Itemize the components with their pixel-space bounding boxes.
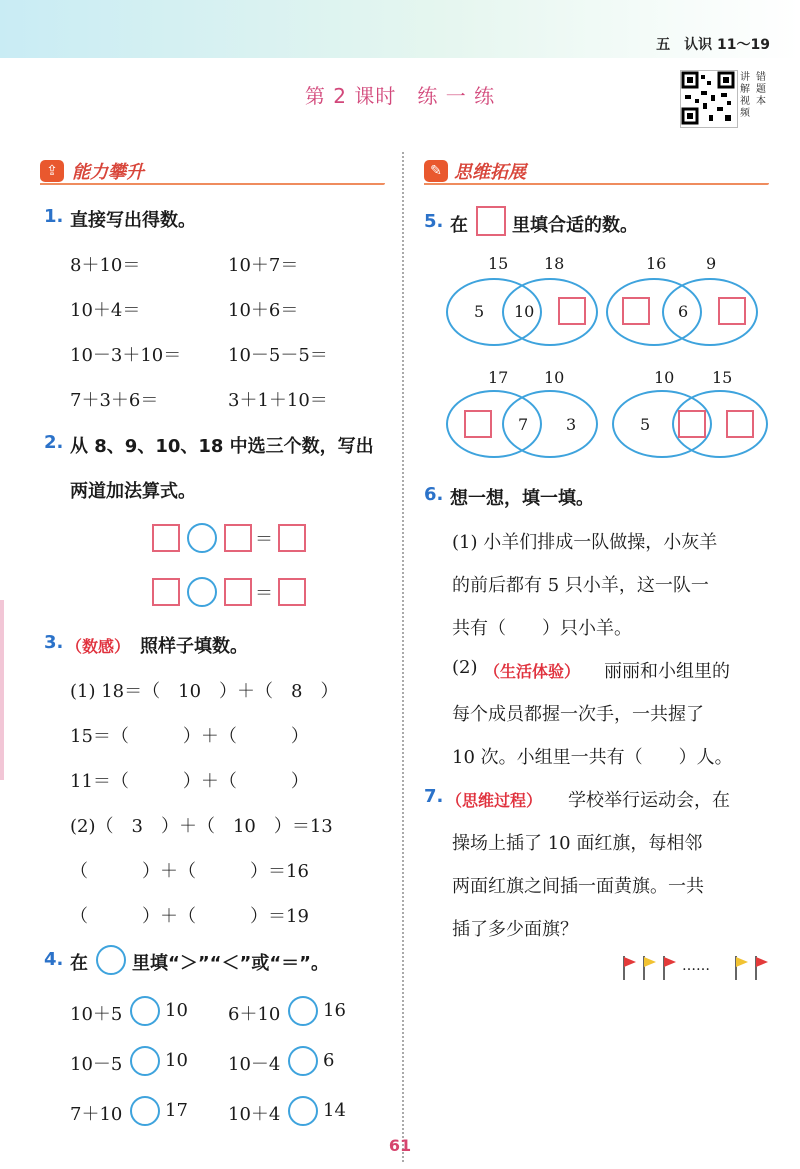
q5-post: 里填合适的数。: [512, 215, 638, 236]
q1-item: 3＋1＋10＝: [228, 390, 328, 411]
answer-box[interactable]: [678, 410, 706, 438]
q1-item: 10＋6＝: [228, 300, 299, 321]
answer-box[interactable]: [726, 410, 754, 438]
venn-value: 10: [514, 302, 535, 321]
q1-item: 10＋7＝: [228, 255, 299, 276]
qr-code-icon[interactable]: [680, 70, 738, 128]
compare-right: 17: [165, 1100, 188, 1121]
venn-value: 5: [474, 302, 485, 321]
answer-box[interactable]: [718, 297, 746, 325]
section-title-left: 能力攀升: [72, 162, 144, 183]
q1-item: 10－3＋10＝: [70, 345, 182, 366]
q1-title: 直接写出得数。: [70, 210, 196, 231]
q2-line2: 两道加法算式。: [70, 481, 196, 502]
answer-box[interactable]: [152, 578, 180, 606]
red-flag-icon: [754, 955, 770, 981]
venn-top-right: 15: [712, 368, 733, 387]
q3-title: 照样子填数。: [140, 636, 248, 657]
red-flag-icon: [662, 955, 678, 981]
venn-top-right: 10: [544, 368, 565, 387]
equals-sign: ＝: [255, 529, 273, 550]
answer-box[interactable]: [278, 524, 306, 552]
q3-row: （ ）＋（ ）＝19: [70, 906, 309, 927]
section-title-right: 思维拓展: [454, 162, 526, 183]
venn-value: 3: [566, 415, 577, 434]
q6-p2-line: 每个成员都握一次手，一共握了: [452, 704, 704, 725]
q7-line: 操场上插了 10 面红旗，每相邻: [452, 833, 703, 854]
compare-left: 10－4: [228, 1054, 281, 1075]
q7-number: 7.: [424, 786, 444, 807]
section-line-right: [424, 183, 769, 185]
q3-tag: （数感）: [66, 637, 131, 656]
q5-pre: 在: [450, 215, 468, 236]
q4-pre: 在: [70, 953, 88, 974]
venn-ellipse: [502, 390, 598, 458]
red-flag-icon: [622, 955, 638, 981]
venn-value: 6: [678, 302, 689, 321]
compare-left: 6＋10: [228, 1004, 281, 1025]
q4-post: 里填“＞”“＜”或“＝”。: [132, 953, 329, 974]
q6-p2-prefix: (2): [452, 657, 478, 678]
compare-left: 10＋4: [228, 1104, 281, 1125]
compare-right: 10: [165, 1000, 188, 1021]
venn-top-left: 10: [654, 368, 675, 387]
q3-number: 3.: [44, 632, 64, 653]
column-divider: [402, 152, 404, 1162]
compare-circle[interactable]: [288, 1046, 318, 1076]
page-edge-mark: [0, 600, 4, 780]
answer-circle[interactable]: [187, 577, 217, 607]
yellow-flag-icon: [734, 955, 750, 981]
compare-right: 6: [323, 1050, 335, 1071]
q7-first: 学校举行运动会，在: [568, 790, 730, 811]
unit-title: 五 认识 11～19: [656, 37, 770, 53]
venn-top-left: 15: [488, 254, 509, 273]
q3-row: (1) 18＝（ 10 ）＋（ 8 ）: [70, 681, 339, 702]
q6-p2-tag: （生活体验）: [484, 662, 581, 681]
q1-item: 10＋4＝: [70, 300, 141, 321]
answer-box[interactable]: [224, 524, 252, 552]
answer-box[interactable]: [558, 297, 586, 325]
answer-box[interactable]: [224, 578, 252, 606]
venn-top-right: 9: [706, 254, 717, 273]
q7-line: 插了多少面旗？: [452, 919, 578, 940]
compare-circle[interactable]: [288, 1096, 318, 1126]
q6-p2-line: 10 次。小组里一共有（ ）人。: [452, 747, 733, 768]
q1-item: 8＋10＝: [70, 255, 141, 276]
yellow-flag-icon: [642, 955, 658, 981]
q3-row: (2)（ 3 ）＋（ 10 ）＝13: [70, 816, 333, 837]
page-number: 61: [388, 1136, 412, 1155]
compare-left: 7＋10: [70, 1104, 123, 1125]
compare-circle[interactable]: [130, 1096, 160, 1126]
q5-number: 5.: [424, 211, 444, 232]
q3-row: 15＝（ ）＋（ ）: [70, 726, 309, 747]
answer-box[interactable]: [152, 524, 180, 552]
section-line-left: [40, 183, 385, 185]
compare-left: 10－5: [70, 1054, 123, 1075]
q3-row: 11＝（ ）＋（ ）: [70, 771, 309, 792]
sample-box: [476, 206, 506, 236]
flag-ellipsis: ……: [682, 958, 710, 974]
venn-value: 5: [640, 415, 651, 434]
q2-number: 2.: [44, 432, 64, 453]
qr-label-video: 讲解视频: [740, 72, 750, 119]
answer-circle[interactable]: [187, 523, 217, 553]
compare-circle[interactable]: [130, 1046, 160, 1076]
venn-top-right: 18: [544, 254, 565, 273]
sample-circle: [96, 945, 126, 975]
compare-right: 14: [323, 1100, 346, 1121]
q7-line: 两面红旗之间插一面黄旗。一共: [452, 876, 704, 897]
q1-item: 10－5－5＝: [228, 345, 328, 366]
q6-p1-line: (1) 小羊们排成一队做操，小灰羊: [452, 532, 718, 553]
compare-circle[interactable]: [130, 996, 160, 1026]
compare-right: 10: [165, 1050, 188, 1071]
answer-box[interactable]: [464, 410, 492, 438]
q1-number: 1.: [44, 206, 64, 227]
thinking-icon: ✎: [424, 160, 448, 182]
ability-icon: ⇪: [40, 160, 64, 182]
q6-p1-line: 的前后都有 5 只小羊，这一队一: [452, 575, 709, 596]
compare-circle[interactable]: [288, 996, 318, 1026]
q6-number: 6.: [424, 484, 444, 505]
answer-box[interactable]: [622, 297, 650, 325]
q3-row: （ ）＋（ ）＝16: [70, 861, 309, 882]
qr-label-errors: 错题本: [756, 72, 766, 107]
equals-sign: ＝: [255, 583, 273, 604]
q7-tag: （思维过程）: [446, 791, 543, 810]
q2-line1: 从 8、9、10、18 中选三个数，写出: [70, 436, 374, 457]
q4-number: 4.: [44, 949, 64, 970]
venn-value: 7: [518, 415, 529, 434]
q6-p2-first: 丽丽和小组里的: [604, 661, 730, 682]
venn-top-left: 17: [488, 368, 509, 387]
answer-box[interactable]: [278, 578, 306, 606]
venn-top-left: 16: [646, 254, 667, 273]
q1-item: 7＋3＋6＝: [70, 390, 159, 411]
q6-title: 想一想，填一填。: [450, 488, 594, 509]
lesson-title: 第 2 课时 练 一 练: [304, 84, 496, 108]
q6-p1-line: 共有（ ）只小羊。: [452, 618, 632, 639]
compare-right: 16: [323, 1000, 346, 1021]
compare-left: 10＋5: [70, 1004, 123, 1025]
